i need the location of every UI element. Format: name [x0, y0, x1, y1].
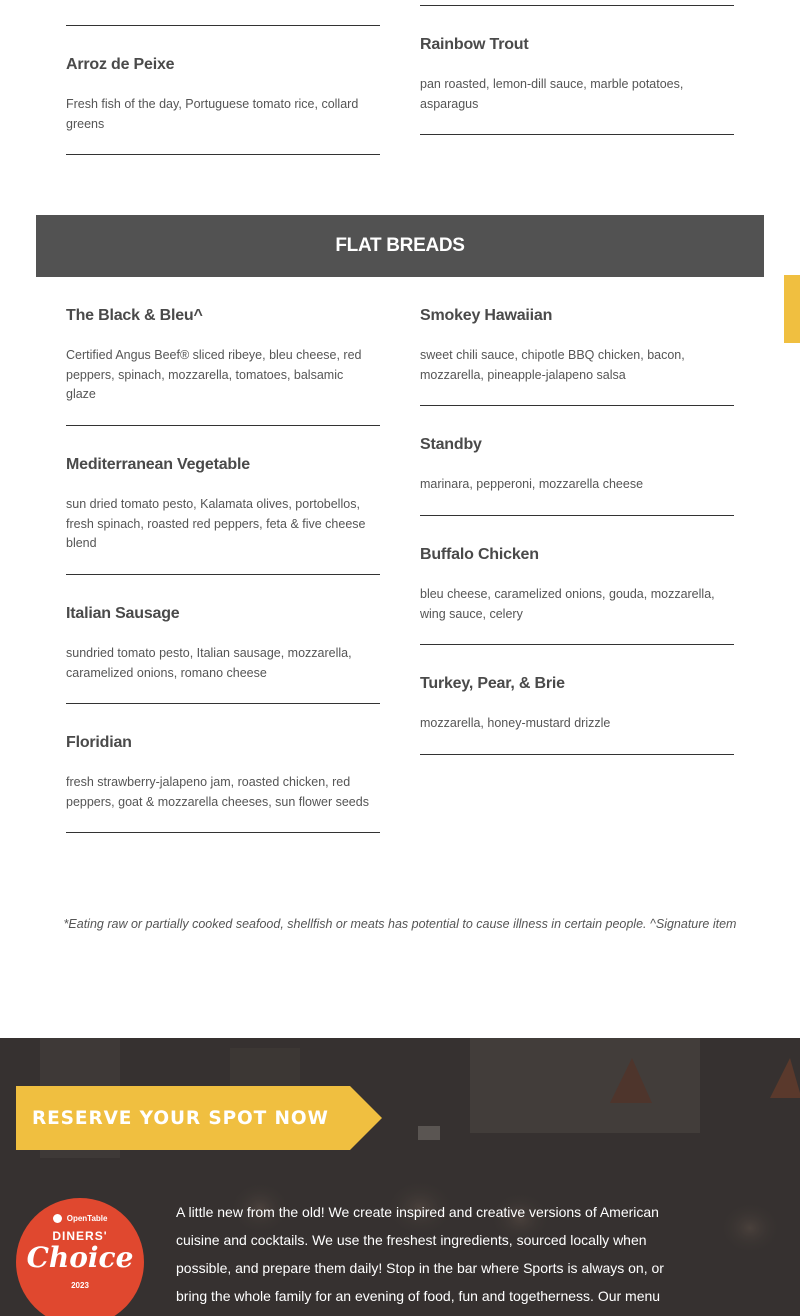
menu-item-title: The Black & Bleu^	[66, 307, 203, 324]
badge-line1: DINERS'	[52, 1229, 108, 1244]
menu-item-title: Turkey, Pear, & Brie	[420, 675, 565, 692]
menu-footnote: *Eating raw or partially cooked seafood, shellfish or meats has potential to cause illness in certain people. ^Signature item	[63, 917, 737, 931]
about-text: A little new from the old! We create inspired and creative versions of American cuisine and cocktails. We use the freshest ingredients, sourced locally when possible, and prepare them daily! Stop in the bar where Sports is always on, or bring the whole family for an evening of food, fun and togetherness. Our menu	[176, 1204, 664, 1304]
menu-item-description: Certified Angus Beef® sliced ribeye, bleu cheese, red peppers, spinach, mozzarella, tomatoes, balsamic glaze	[66, 348, 362, 401]
menu-item-title: Rainbow Trout	[420, 36, 529, 53]
reserve-button-label: RESERVE YOUR SPOT NOW	[32, 1107, 329, 1129]
cut-off-menu-item	[66, 0, 380, 25]
menu-item-title: Italian Sausage	[66, 605, 180, 622]
divider	[420, 754, 734, 755]
menu-item-title: Mediterranean Vegetable	[66, 456, 250, 473]
menu-item-description: sun dried tomato pesto, Kalamata olives, portobellos, fresh spinach, roasted red peppers, feta & five cheese blend	[66, 497, 366, 550]
side-feedback-tab[interactable]	[784, 275, 800, 343]
section-heading-flat-breads	[36, 215, 764, 277]
menu-item-description: bleu cheese, caramelized onions, gouda, mozzarella, wing sauce, celery	[420, 587, 715, 621]
menu-item-title: Buffalo Chicken	[420, 546, 539, 563]
reserve-spot-button[interactable]	[16, 1086, 382, 1150]
badge-brand: OpenTable	[66, 1214, 108, 1223]
divider	[420, 405, 734, 406]
menu-item-title: Arroz de Peixe	[66, 56, 175, 73]
divider	[420, 515, 734, 516]
divider	[66, 25, 380, 26]
badge-year: 2023	[71, 1281, 89, 1291]
badge-line2: Choice	[26, 1241, 134, 1275]
badge-brand-row	[16, 1214, 144, 1223]
menu-item-title: Standby	[420, 436, 482, 453]
divider	[66, 574, 380, 575]
footer-section	[0, 1038, 800, 1316]
divider	[420, 644, 734, 645]
menu-item-description: sweet chili sauce, chipotle BBQ chicken, bacon, mozzarella, pineapple-jalapeno salsa	[420, 348, 685, 382]
divider	[66, 703, 380, 704]
menu-item-description: Fresh fish of the day, Portuguese tomato rice, collard greens	[66, 97, 359, 131]
section-heading-text: FLAT BREADS	[335, 235, 465, 256]
divider	[420, 5, 734, 6]
opentable-logo-icon	[53, 1214, 62, 1223]
menu-item-description: sundried tomato pesto, Italian sausage, mozzarella, caramelized onions, romano cheese	[66, 646, 352, 680]
divider	[66, 832, 380, 833]
menu-item-description: marinara, pepperoni, mozzarella cheese	[420, 477, 644, 491]
menu-item-description: mozzarella, honey-mustard drizzle	[420, 716, 611, 730]
menu-item-title: Floridian	[66, 734, 132, 751]
divider	[66, 425, 380, 426]
divider	[66, 154, 380, 155]
divider	[420, 134, 734, 135]
menu-item-description: pan roasted, lemon-dill sauce, marble potatoes, asparagus	[420, 77, 684, 111]
opentable-diners-choice-badge	[16, 1198, 144, 1316]
menu-item-title: Smokey Hawaiian	[420, 307, 553, 324]
menu-item-description: fresh strawberry-jalapeno jam, roasted chicken, red peppers, goat & mozzarella cheeses, sun flower seeds	[66, 775, 369, 809]
